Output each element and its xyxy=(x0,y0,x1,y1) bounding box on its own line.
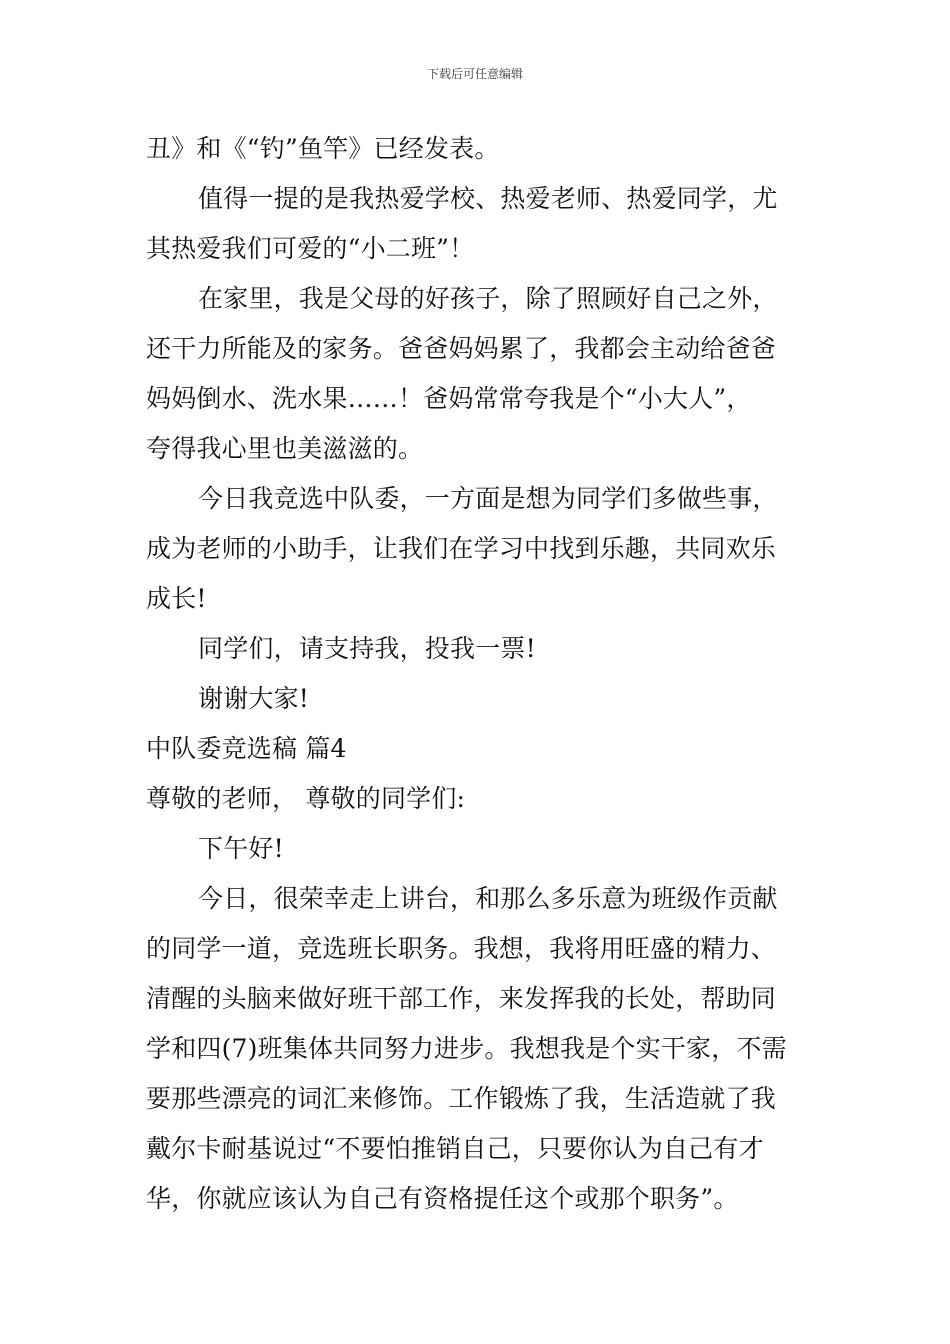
text-line: 今日我竞选中队委，一方面是想为同学们多做些事， xyxy=(198,484,778,513)
page-header: 下载后可任意编辑 xyxy=(426,67,523,81)
section-heading: 中队委竞选稿 篇4 xyxy=(146,734,347,763)
text-line: 今日，很荣幸走上讲台，和那么多乐意为班级作贡献 xyxy=(198,884,778,913)
text-line: 华，你就应该认为自己有资格提任这个或那个职务”。 xyxy=(146,1184,739,1213)
text-line: 夸得我心里也美滋滋的。 xyxy=(146,434,424,463)
greeting: 下午好! xyxy=(198,834,284,863)
text-line: 同学们，请支持我，投我一票! xyxy=(198,634,536,663)
text-line: 其热爱我们可爱的“小二班”！ xyxy=(146,234,475,263)
text-line: 在家里，我是父母的好孩子，除了照顾好自己之外， xyxy=(198,284,778,313)
text-line: 值得一提的是我热爱学校、热爱老师、热爱同学，尤 xyxy=(198,184,778,213)
text-line: 成为老师的小助手，让我们在学习中找到乐趣，共同欢乐 xyxy=(146,534,777,563)
salutation: 尊敬的老师， 尊敬的同学们: xyxy=(146,784,466,813)
text-line: 要那些漂亮的词汇来修饰。工作锻炼了我，生活造就了我 xyxy=(146,1084,777,1113)
text-line: 丑》和《“钓”鱼竿》已经发表。 xyxy=(146,134,500,163)
text-line: 谢谢大家! xyxy=(198,684,310,713)
text-line: 的同学一道，竞选班长职务。我想，我将用旺盛的精力、 xyxy=(146,934,777,963)
text-line: 成长! xyxy=(146,584,207,613)
text-line: 清醒的头脑来做好班干部工作，来发挥我的长处，帮助同 xyxy=(146,984,777,1013)
text-line: 戴尔卡耐基说过“不要怕推销自己，只要你认为自己有才 xyxy=(146,1134,764,1163)
document-body xyxy=(146,124,808,1224)
text-line: 妈妈倒水、洗水果……！爸妈常常夸我是个“小大人”， xyxy=(146,384,752,413)
text-line: 还干力所能及的家务。爸爸妈妈累了，我都会主动给爸爸 xyxy=(146,334,777,363)
text-line: 学和四(7)班集体共同努力进步。我想我是个实干家，不需 xyxy=(146,1034,787,1063)
